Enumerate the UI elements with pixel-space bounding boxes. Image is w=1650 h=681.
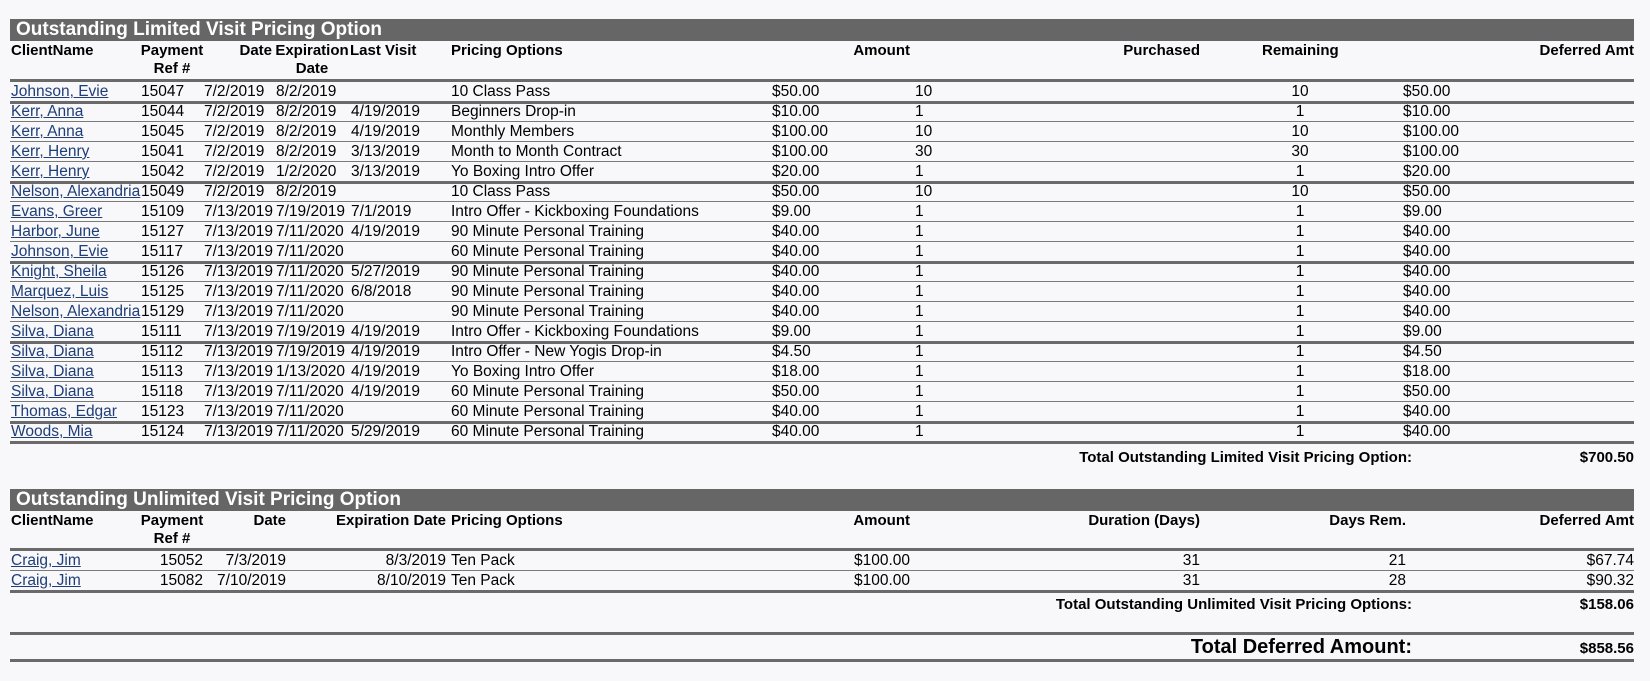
amount: $40.00 xyxy=(772,423,820,440)
days-remaining: 21 xyxy=(1388,552,1406,569)
purchased: 1 xyxy=(915,243,924,260)
purchase-date: 7/13/2019 xyxy=(204,303,273,320)
client-name-link[interactable]: Knight, Sheila xyxy=(11,263,107,280)
pricing-option: Intro Offer - Kickboxing Foundations xyxy=(451,323,699,340)
remaining: 1 xyxy=(1295,383,1305,400)
purchased: 10 xyxy=(915,123,933,140)
client-name-link[interactable]: Kerr, Anna xyxy=(11,123,84,140)
unlimited-visit-section xyxy=(10,0,1634,681)
deferred-amount: $40.00 xyxy=(1403,403,1451,420)
last-visit: 3/13/2019 xyxy=(351,163,420,180)
header-payment-ref-line1: Payment xyxy=(140,512,204,529)
purchase-date: 7/13/2019 xyxy=(204,283,273,300)
purchased: 1 xyxy=(915,263,924,280)
purchased: 1 xyxy=(915,343,924,360)
remaining: 10 xyxy=(1291,183,1309,200)
purchase-date: 7/13/2019 xyxy=(204,403,273,420)
amount: $9.00 xyxy=(772,323,811,340)
client-name-link[interactable]: Nelson, Alexandria xyxy=(11,183,141,200)
amount: $100.00 xyxy=(772,143,829,160)
expiration-date: 7/19/2019 xyxy=(276,343,345,360)
payment-ref: 15113 xyxy=(141,363,183,380)
purchase-date: 7/3/2019 xyxy=(225,552,286,569)
deferred-amount: $40.00 xyxy=(1403,423,1451,440)
purchased: 10 xyxy=(915,83,933,100)
pricing-option: Yo Boxing Intro Offer xyxy=(451,363,595,380)
deferred-amount: $9.00 xyxy=(1403,323,1442,340)
pricing-option: 60 Minute Personal Training xyxy=(451,243,645,260)
last-visit: 7/1/2019 xyxy=(351,203,412,220)
purchased: 1 xyxy=(915,383,924,400)
remaining: 1 xyxy=(1295,163,1305,180)
expiration-date: 1/13/2020 xyxy=(276,363,345,380)
last-visit: 4/19/2019 xyxy=(351,103,420,120)
amount: $40.00 xyxy=(772,303,820,320)
grand-total-value: $858.56 xyxy=(1579,640,1634,657)
expiration-date: 8/2/2019 xyxy=(276,183,337,200)
deferred-amount: $40.00 xyxy=(1403,243,1451,260)
remaining: 1 xyxy=(1295,423,1305,440)
expiration-date: 7/19/2019 xyxy=(276,203,345,220)
payment-ref: 15118 xyxy=(141,383,183,400)
last-visit: 4/19/2019 xyxy=(351,323,420,340)
header-payment-ref-line1: Payment xyxy=(140,42,204,59)
header-remaining: Remaining xyxy=(1262,42,1339,59)
purchase-date: 7/2/2019 xyxy=(204,103,265,120)
expiration-date: 7/11/2020 xyxy=(276,263,344,280)
amount: $50.00 xyxy=(772,83,820,100)
header-expiration-line2: Date xyxy=(295,60,329,77)
pricing-option: 90 Minute Personal Training xyxy=(451,263,645,280)
days-remaining: 28 xyxy=(1388,572,1406,589)
client-name-link[interactable]: Silva, Diana xyxy=(11,363,94,380)
last-visit: 4/19/2019 xyxy=(351,123,420,140)
purchased: 1 xyxy=(915,283,924,300)
payment-ref: 15041 xyxy=(141,143,185,160)
purchased: 1 xyxy=(915,363,924,380)
client-name-link[interactable]: Silva, Diana xyxy=(11,323,94,340)
client-name-link[interactable]: Thomas, Edgar xyxy=(11,403,117,420)
deferred-amount: $100.00 xyxy=(1403,143,1460,160)
expiration-date: 7/11/2020 xyxy=(276,303,344,320)
last-visit: 3/13/2019 xyxy=(351,143,420,160)
purchased: 1 xyxy=(915,323,924,340)
pricing-option: Ten Pack xyxy=(451,552,515,569)
client-name-link[interactable]: Silva, Diana xyxy=(11,343,94,360)
amount: $50.00 xyxy=(772,383,820,400)
pricing-option: 60 Minute Personal Training xyxy=(451,383,645,400)
last-visit: 4/19/2019 xyxy=(351,383,420,400)
pricing-option: 60 Minute Personal Training xyxy=(451,423,645,440)
payment-ref: 15042 xyxy=(141,163,185,180)
remaining: 1 xyxy=(1295,243,1305,260)
header-purchased: Purchased xyxy=(1123,42,1200,59)
purchased: 1 xyxy=(915,103,924,120)
payment-ref: 15111 xyxy=(141,323,182,340)
deferred-amount: $90.32 xyxy=(1586,572,1634,589)
amount: $40.00 xyxy=(772,283,820,300)
limited-section-title: Outstanding Limited Visit Pricing Option xyxy=(10,19,1634,41)
client-name-link[interactable]: Harbor, June xyxy=(11,223,100,240)
last-visit: 6/8/2018 xyxy=(351,283,412,300)
amount: $40.00 xyxy=(772,243,820,260)
amount: $18.00 xyxy=(772,363,820,380)
purchase-date: 7/2/2019 xyxy=(204,163,265,180)
remaining: 10 xyxy=(1291,83,1309,100)
header-client-name: ClientName xyxy=(11,42,94,59)
amount: $4.50 xyxy=(772,343,811,360)
deferred-amount: $18.00 xyxy=(1403,363,1451,380)
header-deferred-amt: Deferred Amt xyxy=(1539,512,1634,529)
pricing-option: Monthly Members xyxy=(451,123,575,140)
remaining: 10 xyxy=(1291,123,1309,140)
pricing-option: 90 Minute Personal Training xyxy=(451,223,645,240)
purchase-date: 7/13/2019 xyxy=(204,223,273,240)
amount: $100.00 xyxy=(853,572,910,589)
header-date: Date xyxy=(253,512,286,529)
deferred-amount: $9.00 xyxy=(1403,203,1442,220)
pricing-option: Intro Offer - Kickboxing Foundations xyxy=(451,203,699,220)
purchase-date: 7/13/2019 xyxy=(204,343,273,360)
deferred-amount: $40.00 xyxy=(1403,283,1451,300)
header-amount: Amount xyxy=(853,42,910,59)
deferred-amount: $20.00 xyxy=(1403,163,1451,180)
last-visit: 4/19/2019 xyxy=(351,363,420,380)
purchase-date: 7/2/2019 xyxy=(204,143,265,160)
expiration-date: 7/19/2019 xyxy=(276,323,345,340)
remaining: 1 xyxy=(1295,283,1305,300)
pricing-option: Beginners Drop-in xyxy=(451,103,576,120)
purchased: 1 xyxy=(915,423,924,440)
expiration-date: 7/11/2020 xyxy=(276,403,344,420)
client-name-link[interactable]: Johnson, Evie xyxy=(11,243,109,260)
last-visit: 4/19/2019 xyxy=(351,223,420,240)
remaining: 1 xyxy=(1295,223,1305,240)
purchase-date: 7/2/2019 xyxy=(204,183,265,200)
pricing-option: 60 Minute Personal Training xyxy=(451,403,645,420)
payment-ref: 15052 xyxy=(159,552,203,569)
pricing-option: Ten Pack xyxy=(451,572,515,589)
payment-ref: 15117 xyxy=(141,243,183,260)
purchased: 1 xyxy=(915,203,924,220)
expiration-date: 8/3/2019 xyxy=(385,552,446,569)
amount: $50.00 xyxy=(772,183,820,200)
purchase-date: 7/13/2019 xyxy=(204,423,273,440)
pricing-option: 10 Class Pass xyxy=(451,83,551,100)
payment-ref: 15112 xyxy=(141,343,183,360)
amount: $100.00 xyxy=(853,552,910,569)
payment-ref: 15126 xyxy=(141,263,185,280)
amount: $20.00 xyxy=(772,163,820,180)
limited-total-value: $700.50 xyxy=(1579,449,1634,466)
purchase-date: 7/13/2019 xyxy=(204,243,273,260)
duration-days: 31 xyxy=(1182,552,1200,569)
client-name-link[interactable]: Marquez, Luis xyxy=(11,283,109,300)
payment-ref: 15045 xyxy=(141,123,185,140)
deferred-amount: $40.00 xyxy=(1403,223,1451,240)
header-client-name: ClientName xyxy=(11,512,94,529)
deferred-amount: $40.00 xyxy=(1403,303,1451,320)
remaining: 1 xyxy=(1295,203,1305,220)
header-last-visit: Last Visit xyxy=(350,42,417,59)
deferred-amount: $50.00 xyxy=(1403,183,1451,200)
client-name-link[interactable]: Kerr, Henry xyxy=(11,143,90,160)
expiration-date: 7/11/2020 xyxy=(276,283,344,300)
pricing-option: 90 Minute Personal Training xyxy=(451,283,645,300)
client-name-link[interactable]: Kerr, Anna xyxy=(11,103,84,120)
payment-ref: 15044 xyxy=(141,103,185,120)
expiration-date: 7/11/2020 xyxy=(276,223,344,240)
grand-total-top-rule xyxy=(10,632,1634,635)
expiration-date: 7/11/2020 xyxy=(276,383,344,400)
remaining: 1 xyxy=(1295,363,1305,380)
remaining: 1 xyxy=(1295,303,1305,320)
remaining: 30 xyxy=(1291,143,1309,160)
expiration-date: 8/2/2019 xyxy=(276,83,337,100)
header-date: Date xyxy=(239,42,272,59)
deferred-amount: $4.50 xyxy=(1403,343,1442,360)
grand-total-label: Total Deferred Amount: xyxy=(1190,636,1412,658)
deferred-amount: $40.00 xyxy=(1403,263,1451,280)
client-name-link[interactable]: Kerr, Henry xyxy=(11,163,90,180)
header-expiration-date: Expiration Date xyxy=(335,512,446,529)
client-name-link[interactable]: Woods, Mia xyxy=(11,423,93,440)
header-pricing-options: Pricing Options xyxy=(451,42,563,59)
amount: $100.00 xyxy=(772,123,829,140)
unlimited-section-title: Outstanding Unlimited Visit Pricing Option xyxy=(10,489,1634,511)
purchase-date: 7/13/2019 xyxy=(204,323,273,340)
purchase-date: 7/2/2019 xyxy=(204,83,265,100)
deferred-amount: $50.00 xyxy=(1403,383,1451,400)
header-deferred-amt: Deferred Amt xyxy=(1539,42,1634,59)
payment-ref: 15047 xyxy=(141,83,185,100)
expiration-date: 7/11/2020 xyxy=(276,243,344,260)
header-payment-ref xyxy=(135,512,209,548)
purchase-date: 7/2/2019 xyxy=(204,123,265,140)
client-name-link[interactable]: Johnson, Evie xyxy=(11,83,109,100)
limited-total-label: Total Outstanding Limited Visit Pricing Option: xyxy=(1079,449,1412,466)
payment-ref: 15049 xyxy=(141,183,185,200)
purchased: 1 xyxy=(915,303,924,320)
expiration-date: 8/10/2019 xyxy=(377,572,446,589)
purchased: 10 xyxy=(915,183,933,200)
payment-ref: 15125 xyxy=(141,283,185,300)
header-duration-days: Duration (Days) xyxy=(1088,512,1200,529)
client-name-link[interactable]: Craig, Jim xyxy=(11,572,81,589)
header-days-remaining: Days Rem. xyxy=(1329,512,1406,529)
remaining: 1 xyxy=(1295,323,1305,340)
deferred-amount: $100.00 xyxy=(1403,123,1460,140)
client-name-link[interactable]: Silva, Diana xyxy=(11,383,94,400)
header-expiration-line1: Expiration xyxy=(275,42,349,59)
expiration-date: 8/2/2019 xyxy=(276,103,337,120)
purchase-date: 7/13/2019 xyxy=(204,263,273,280)
header-amount: Amount xyxy=(853,512,910,529)
expiration-date: 7/11/2020 xyxy=(276,423,344,440)
amount: $40.00 xyxy=(772,403,820,420)
payment-ref: 15123 xyxy=(141,403,185,420)
pricing-option: 10 Class Pass xyxy=(451,183,551,200)
header-payment-ref-line2: Ref # xyxy=(153,60,191,77)
client-name-link[interactable]: Nelson, Alexandria xyxy=(11,303,141,320)
header-payment-ref-line2: Ref # xyxy=(153,530,191,547)
payment-ref: 15109 xyxy=(141,203,185,220)
grand-total-bottom-rule xyxy=(10,659,1634,662)
header-pricing-options: Pricing Options xyxy=(451,512,563,529)
expiration-date: 8/2/2019 xyxy=(276,123,337,140)
deferred-amount: $50.00 xyxy=(1403,83,1451,100)
remaining: 1 xyxy=(1295,343,1305,360)
amount: $40.00 xyxy=(772,263,820,280)
deferred-amount: $10.00 xyxy=(1403,103,1451,120)
purchased: 1 xyxy=(915,403,924,420)
purchase-date: 7/10/2019 xyxy=(217,572,286,589)
payment-ref: 15127 xyxy=(141,223,185,240)
expiration-date: 8/2/2019 xyxy=(276,143,337,160)
remaining: 1 xyxy=(1295,103,1305,120)
duration-days: 31 xyxy=(1182,572,1200,589)
unlimited-total-value: $158.06 xyxy=(1579,596,1634,613)
payment-ref: 15129 xyxy=(141,303,185,320)
expiration-date: 1/2/2020 xyxy=(276,163,337,180)
client-name-link[interactable]: Evans, Greer xyxy=(11,203,103,220)
table-row xyxy=(10,551,1634,571)
amount: $9.00 xyxy=(772,203,811,220)
purchased: 30 xyxy=(915,143,933,160)
deferred-amount: $67.74 xyxy=(1586,552,1634,569)
client-name-link[interactable]: Craig, Jim xyxy=(11,552,81,569)
row-divider xyxy=(10,590,1634,593)
amount: $40.00 xyxy=(772,223,820,240)
purchase-date: 7/13/2019 xyxy=(204,363,273,380)
purchase-date: 7/13/2019 xyxy=(204,383,273,400)
purchase-date: 7/13/2019 xyxy=(204,203,273,220)
purchased: 1 xyxy=(915,163,924,180)
pricing-option: Month to Month Contract xyxy=(451,143,622,160)
amount: $10.00 xyxy=(772,103,820,120)
payment-ref: 15082 xyxy=(159,572,203,589)
pricing-option: 90 Minute Personal Training xyxy=(451,303,645,320)
remaining: 1 xyxy=(1295,263,1305,280)
unlimited-total-label: Total Outstanding Unlimited Visit Pricing Options: xyxy=(1055,596,1412,613)
last-visit: 5/29/2019 xyxy=(351,423,420,440)
last-visit: 5/27/2019 xyxy=(351,263,420,280)
pricing-option: Intro Offer - New Yogis Drop-in xyxy=(451,343,662,360)
payment-ref: 15124 xyxy=(141,423,185,440)
table-row xyxy=(10,571,1634,591)
last-visit: 4/19/2019 xyxy=(351,343,420,360)
pricing-option: Yo Boxing Intro Offer xyxy=(451,163,595,180)
purchased: 1 xyxy=(915,223,924,240)
remaining: 1 xyxy=(1295,403,1305,420)
